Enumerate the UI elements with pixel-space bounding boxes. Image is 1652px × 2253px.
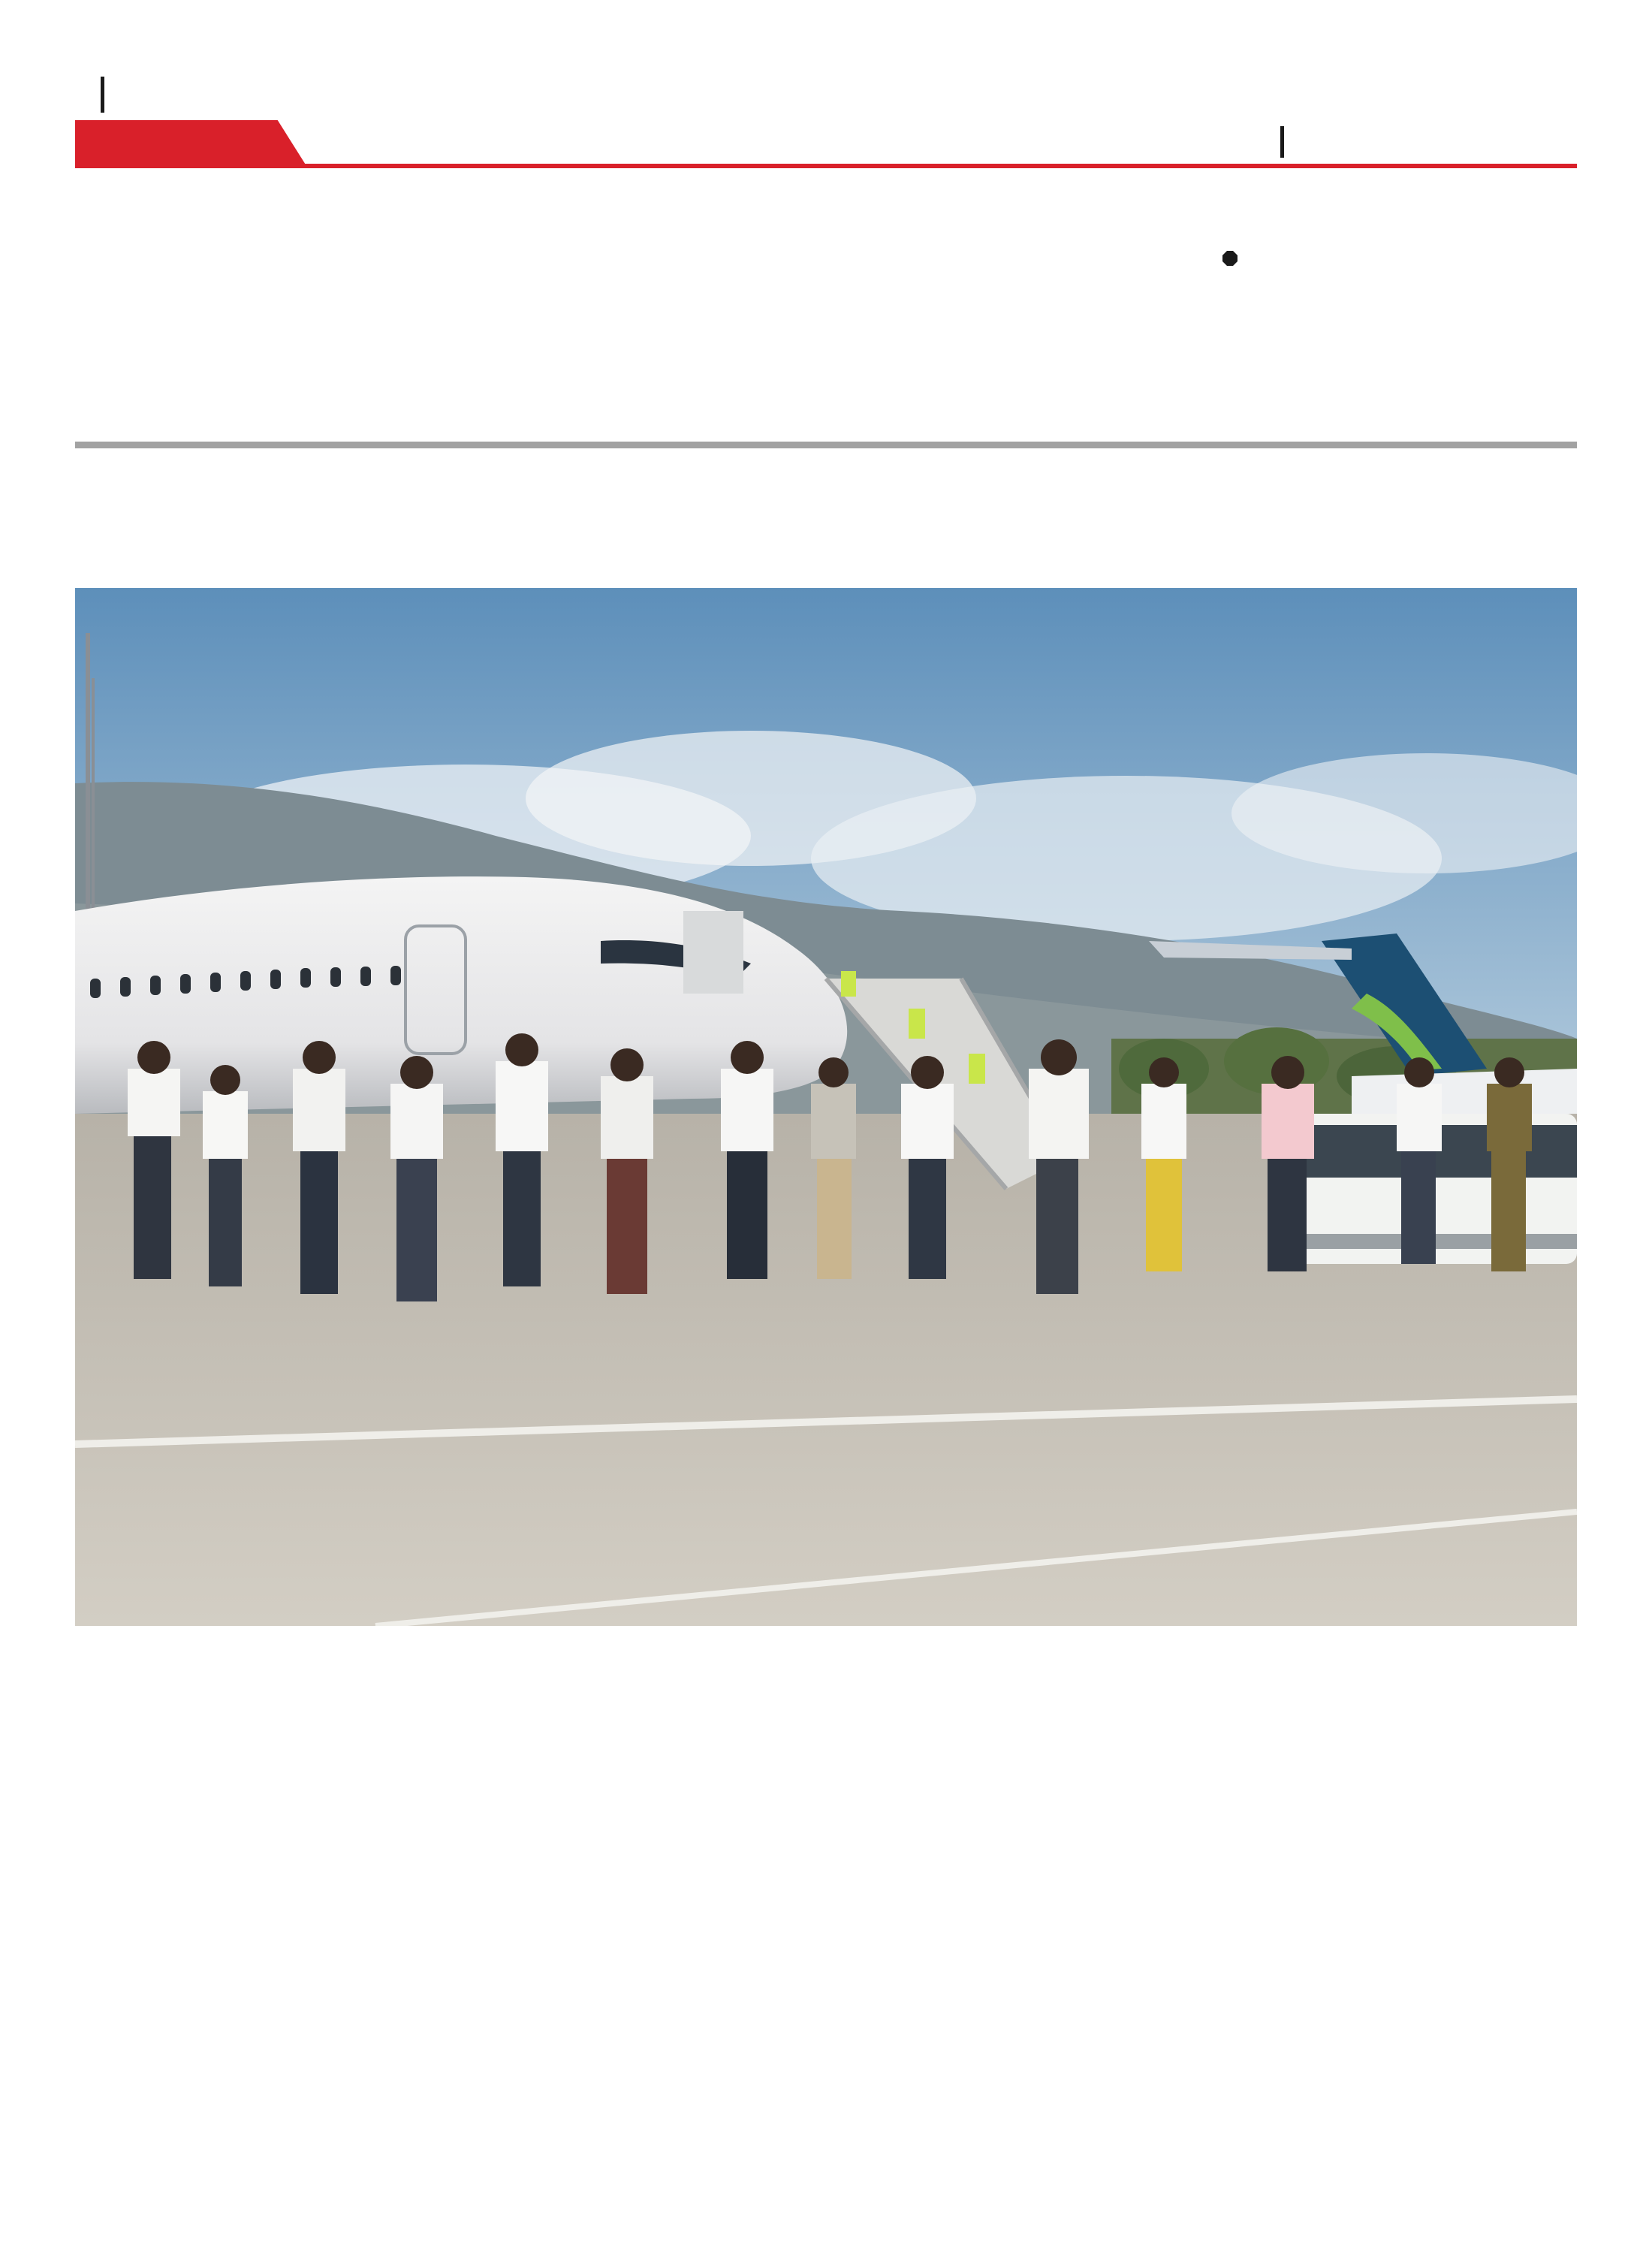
brand-banner xyxy=(75,120,308,168)
article-photo xyxy=(75,588,1577,1626)
brand-row xyxy=(75,120,1577,173)
main-article-column-1 xyxy=(75,1647,431,1653)
article-divider xyxy=(75,442,1577,448)
page-header xyxy=(75,72,1577,117)
section-separator xyxy=(1280,126,1284,158)
page-number-divider xyxy=(101,77,104,113)
main-article-column-4 xyxy=(1220,1647,1577,1674)
end-mark-icon xyxy=(1222,251,1237,266)
brand-rule xyxy=(300,164,1577,168)
top-article-column-4 xyxy=(1220,244,1577,299)
